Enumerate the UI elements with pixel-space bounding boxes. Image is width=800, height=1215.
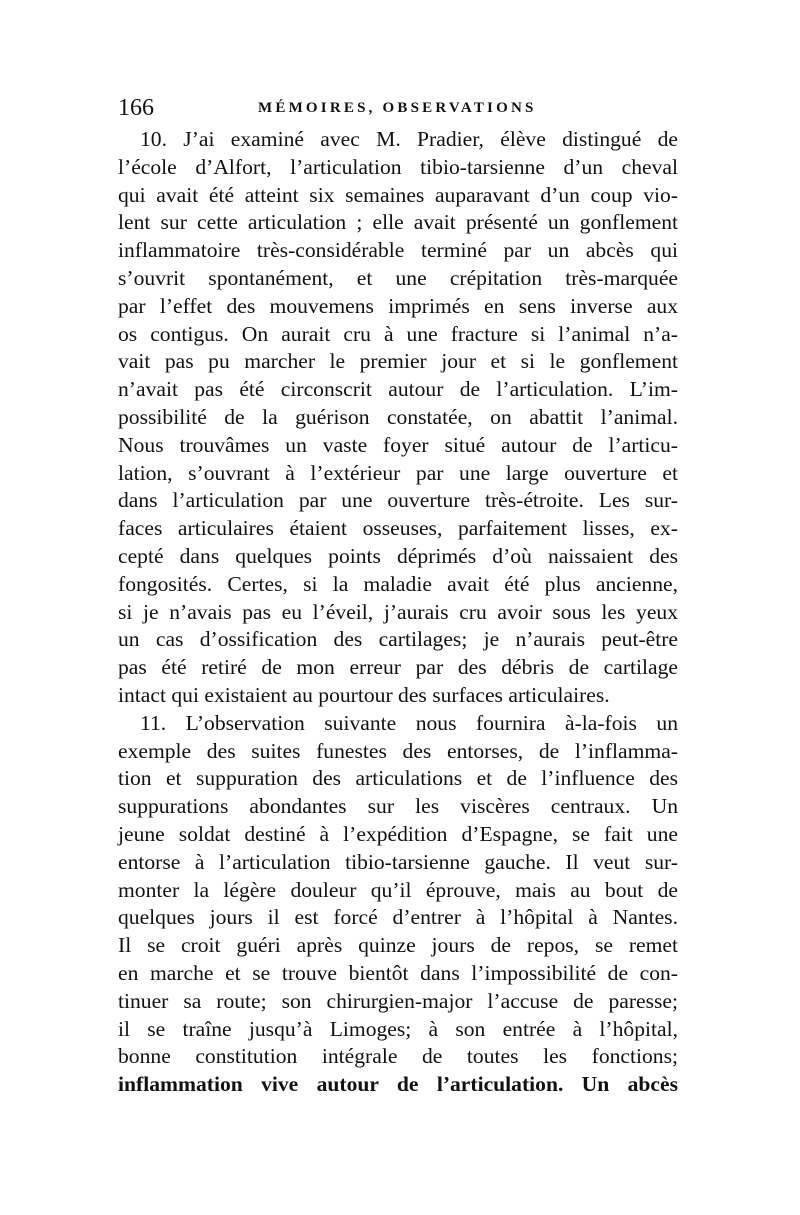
text-line: jeune soldat destiné à l’expédition d’Espagne, se fait une — [118, 821, 678, 846]
text-line: tinuer sa route; son chirurgien-major l’accuse de paresse; — [118, 988, 678, 1013]
text-line: possibilité de la guérison constatée, on abattit l’animal. — [118, 404, 678, 429]
text-line: entorse à l’articulation tibio-tarsienne gauche. Il veut sur- — [118, 849, 678, 874]
text-line: tion et suppuration des articulations et de l’influence des — [118, 766, 678, 791]
text-line: 11. L’observation suivante nous fournira à-la-fois un — [140, 710, 678, 735]
text-line: lent sur cette articulation ; elle avait présenté un gonflement — [118, 210, 678, 235]
text-line: cepté dans quelques points déprimés d’où naissaient des — [118, 543, 678, 568]
text-line: dans l’articulation par une ouverture très-étroite. Les sur- — [118, 488, 678, 513]
text-line: pas été retiré de mon erreur par des débris de cartilage — [118, 655, 678, 680]
text-line: lation, s’ouvrant à l’extérieur par une large ouverture et — [118, 460, 678, 485]
text-line: monter la légère douleur qu’il éprouve, mais au bout de — [118, 877, 678, 902]
text-line: un cas d’ossification des cartilages; je n’aurais peut-être — [118, 627, 678, 652]
text-line: l’école d’Alfort, l’articulation tibio-tarsienne d’un cheval — [118, 154, 678, 179]
page-number: 166 — [118, 95, 154, 121]
text-line: exemple des suites funestes des entorses, de l’inflamma- — [118, 738, 678, 763]
text-line: inflammation vive autour de l’articulation. Un abcès — [118, 1072, 678, 1097]
text-line: 10. J’ai examiné avec M. Pradier, élève distingué de — [140, 127, 678, 151]
text-line: bonne constitution intégrale de toutes les fonctions; — [118, 1044, 678, 1069]
text-line: quelques jours il est forcé d’entrer à l’hôpital à Nantes. — [118, 905, 678, 930]
text-line: par l’effet des mouvemens imprimés en sens inverse aux — [118, 293, 678, 318]
text-line: os contigus. On aurait cru à une fracture si l’animal n’a- — [118, 321, 678, 346]
text-line: n’avait pas été circonscrit autour de l’articulation. L’im- — [118, 377, 678, 402]
text-line: il se traîne jusqu’à Limoges; à son entrée à l’hôpital, — [118, 1016, 678, 1041]
text-line: Il se croit guéri après quinze jours de repos, se remet — [118, 933, 678, 958]
text-line: en marche et se trouve bientôt dans l’impossibilité de con- — [118, 960, 678, 985]
text-line: Nous trouvâmes un vaste foyer situé autour de l’articu- — [118, 432, 678, 457]
body-text — [118, 126, 678, 1099]
text-line: vait pas pu marcher le premier jour et si le gonflement — [118, 349, 678, 374]
text-line: s’ouvrit spontanément, et une crépitation très-marquée — [118, 265, 678, 290]
text-line: faces articulaires étaient osseuses, parfaitement lisses, ex- — [118, 516, 678, 541]
text-line: intact qui existaient au pourtour des surfaces articulaires. — [118, 682, 610, 707]
text-line: si je n’avais pas eu l’éveil, j’aurais cru avoir sous les yeux — [118, 599, 678, 624]
text-line: fongosités. Certes, si la maladie avait été plus ancienne, — [118, 571, 678, 596]
text-line: inflammatoire très-considérable terminé par un abcès qui — [118, 238, 678, 263]
text-line: suppurations abondantes sur les viscères centraux. Un — [118, 794, 678, 819]
running-head — [118, 94, 678, 124]
running-title: MÉMOIRES, OBSERVATIONS — [258, 100, 537, 116]
text-line: qui avait été atteint six semaines auparavant d’un coup vio- — [118, 182, 678, 207]
